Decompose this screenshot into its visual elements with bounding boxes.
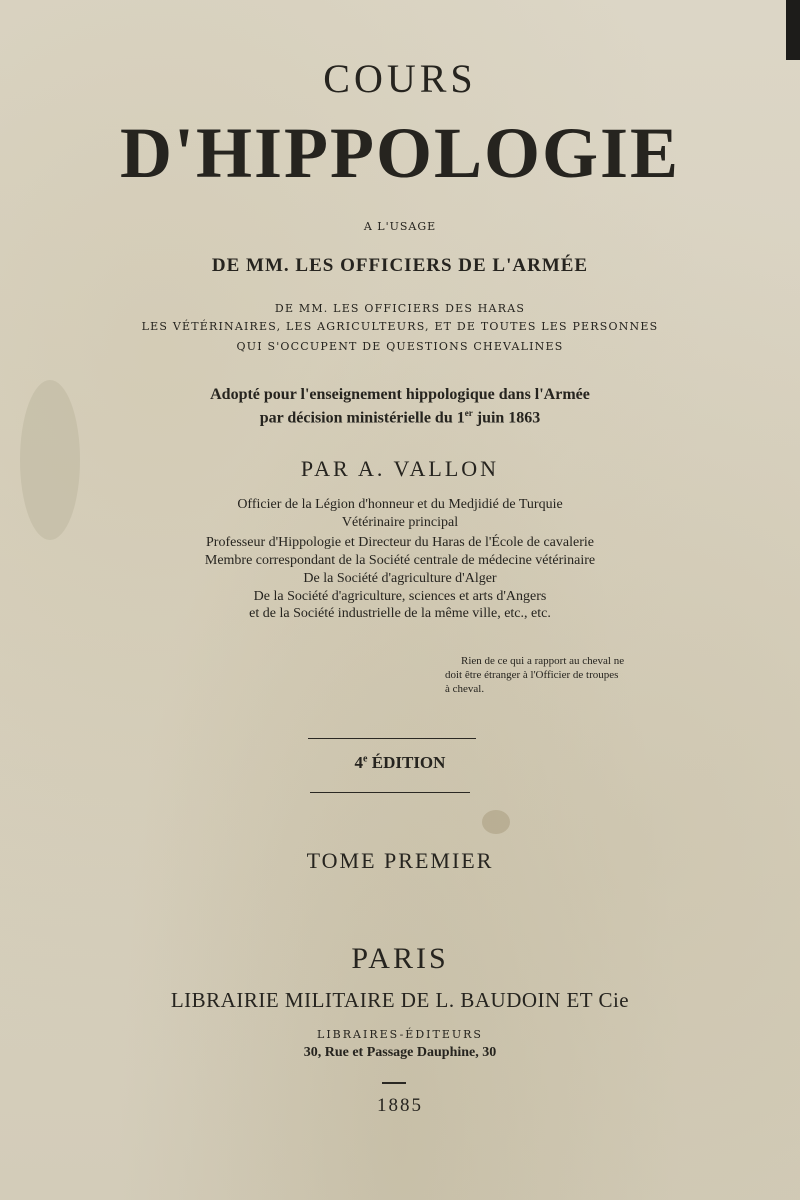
volume-line: TOME PREMIER: [306, 848, 494, 873]
credential-line: Membre correspondant de la Société centrale de médecine vétérinaire: [204, 553, 596, 568]
publisher-role: LIBRAIRES-ÉDITEURS: [317, 1028, 483, 1041]
page-edge-shadow: [786, 0, 800, 60]
publisher-address: 30, Rue et Passage Dauphine, 30: [303, 1045, 497, 1060]
author-line: PAR A. VALLON: [300, 456, 500, 481]
heading-small: COURS: [323, 56, 477, 101]
credential-line: Officier de la Légion d'honneur et du Medjidié de Turquie: [237, 497, 563, 512]
adoption-line-date: [0, 408, 800, 427]
epigraph-line: Rien de ce qui a rapport au cheval ne: [461, 655, 625, 667]
city-line: PARIS: [351, 942, 449, 975]
audience-line: QUI S'OCCUPENT DE QUESTIONS CHEVALINES: [236, 340, 564, 353]
adoption-date-suffix: juin 1863: [472, 409, 541, 427]
divider-bottom: [310, 792, 470, 793]
adoption-date-prefix: par décision ministérielle du 1: [259, 409, 465, 427]
audience-line: DE MM. LES OFFICIERS DES HARAS: [274, 302, 526, 315]
divider-year: [382, 1082, 406, 1084]
usage-line: A L'USAGE: [363, 220, 437, 233]
audience-main: DE MM. LES OFFICIERS DE L'ARMÉE: [211, 255, 589, 276]
credential-line: Professeur d'Hippologie et Directeur du Haras de l'École de cavalerie: [206, 535, 594, 550]
credential-line: De la Société d'agriculture, sciences et arts d'Angers: [253, 589, 547, 604]
epigraph-line: à cheval.: [445, 683, 485, 695]
epigraph-line: doit être étranger à l'Officier de troupes: [445, 669, 619, 681]
edition-line: [0, 753, 800, 773]
publisher-line: LIBRAIRIE MILITAIRE DE L. BAUDOIN ET Cie: [170, 988, 630, 1012]
audience-line: LES VÉTÉRINAIRES, LES AGRICULTEURS, ET DE TOUTES LES PERSONNES: [141, 320, 659, 333]
edition-number: 4: [354, 753, 364, 772]
credential-line: et de la Société industrielle de la même ville, etc., etc.: [249, 606, 551, 621]
heading-main: D'HIPPOLOGIE: [119, 113, 681, 193]
divider-top: [308, 738, 476, 739]
ordinal-superscript: er: [464, 408, 473, 418]
year-line: 1885: [377, 1095, 423, 1116]
edition-word: ÉDITION: [367, 753, 446, 772]
edition-superscript: e: [363, 753, 368, 765]
credential-line: Vétérinaire principal: [341, 515, 459, 530]
paper-stain: [482, 810, 510, 834]
adoption-line: Adopté pour l'enseignement hippologique dans l'Armée: [210, 386, 590, 403]
epigraph: [445, 654, 695, 696]
credential-line: De la Société d'agriculture d'Alger: [303, 571, 497, 586]
